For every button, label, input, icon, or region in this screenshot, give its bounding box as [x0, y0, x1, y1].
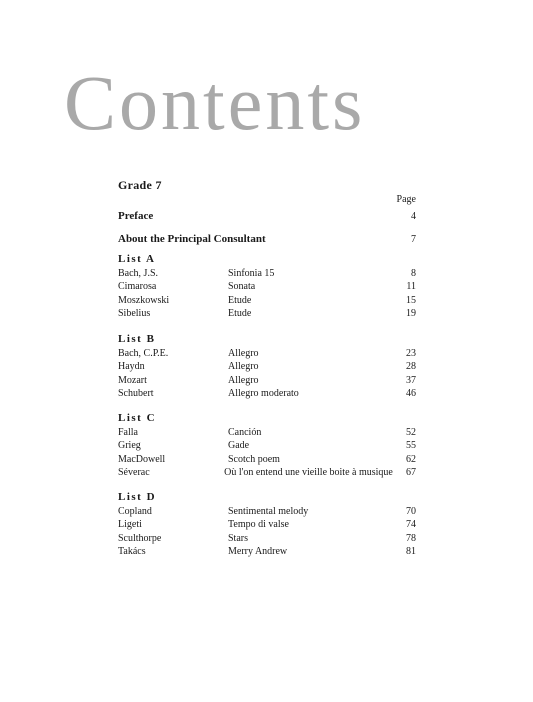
composer-name: Grieg [118, 440, 141, 452]
piece-title: Allegro [228, 374, 259, 386]
toc-page-number: 46 [406, 387, 416, 399]
toc-entry[interactable] [118, 518, 416, 531]
toc-page-number: 11 [406, 281, 416, 293]
list-c-section [118, 412, 416, 479]
page-column-header: Page [396, 194, 416, 205]
composer-name: Bach, C.P.E. [118, 348, 169, 359]
toc-entry-preface[interactable] [118, 210, 416, 222]
toc-page-number: 15 [406, 294, 416, 306]
piece-title: Stars [228, 532, 248, 544]
piece-title: Canción [228, 427, 262, 438]
composer-name: MacDowell [118, 453, 166, 465]
toc-entry[interactable] [118, 280, 416, 293]
piece-title: Allegro moderato [228, 387, 299, 399]
toc-entry[interactable] [118, 294, 416, 307]
toc-entry-label: About the Principal Consultant [118, 233, 266, 245]
composer-name: Schubert [118, 387, 154, 399]
toc-entry[interactable] [118, 360, 416, 373]
toc-entry[interactable] [118, 532, 416, 545]
composer-name: Cimarosa [118, 281, 157, 293]
piece-title: Etude [228, 307, 252, 319]
toc-entry[interactable] [118, 545, 416, 558]
toc-entry[interactable] [118, 453, 416, 466]
toc-entry[interactable] [118, 374, 416, 387]
toc-entry[interactable] [118, 466, 416, 479]
toc-entry[interactable] [118, 439, 416, 452]
list-heading: List A [118, 253, 156, 265]
toc-page-number: 7 [411, 234, 416, 245]
toc-page-number: 52 [406, 427, 416, 438]
toc-entry[interactable] [118, 267, 416, 280]
list-b-section [118, 333, 416, 400]
list-a-section [118, 253, 416, 320]
composer-name: Copland [118, 506, 152, 517]
list-heading: List D [118, 491, 157, 503]
toc-page-number: 19 [406, 307, 416, 319]
composer-name: Haydn [118, 361, 145, 373]
piece-title: Tempo di valse [228, 519, 289, 531]
piece-title: Sonata [228, 281, 256, 293]
toc-page-number: 37 [406, 374, 416, 386]
composer-name: Mozart [118, 374, 147, 386]
composer-name: Bach, J.S. [118, 268, 158, 279]
toc-entry[interactable] [118, 387, 416, 400]
toc-page-number: 62 [406, 453, 416, 465]
toc-page-number: 23 [406, 348, 416, 359]
piece-title: Allegro [228, 348, 259, 359]
toc-entry-about[interactable] [118, 233, 416, 245]
toc-page-number: 28 [406, 361, 416, 373]
piece-title: Merry Andrew [228, 545, 288, 557]
toc-entry[interactable] [118, 307, 416, 320]
composer-name: Ligeti [118, 519, 142, 531]
toc-entry[interactable] [118, 505, 416, 518]
toc-page-number: 70 [406, 506, 416, 517]
composer-name: Takács [118, 545, 146, 557]
piece-title: Sentimental melody [228, 506, 309, 517]
toc-page-number: 8 [411, 268, 416, 279]
grade-heading: Grade 7 [118, 178, 162, 192]
toc-page-number: 67 [406, 466, 416, 478]
toc-page-number: 78 [406, 532, 416, 544]
composer-name: Séverac [118, 466, 150, 478]
composer-name: Falla [118, 427, 138, 438]
list-d-section [118, 491, 416, 558]
piece-title: Où l'on entend une vieille boite à musique [224, 466, 393, 478]
composer-name: Sibelius [118, 307, 151, 319]
list-heading: List B [118, 333, 156, 345]
toc-entry[interactable] [118, 347, 416, 360]
piece-title: Etude [228, 294, 252, 306]
toc-page-number: 74 [406, 519, 416, 531]
composer-name: Sculthorpe [118, 532, 162, 544]
page-title: Contents [64, 59, 366, 146]
composer-name: Moszkowski [118, 294, 170, 306]
toc-entry[interactable] [118, 426, 416, 439]
piece-title: Scotch poem [228, 453, 280, 465]
toc-page-number: 4 [411, 211, 416, 222]
list-heading: List C [118, 412, 157, 424]
toc-entry-label: Preface [118, 210, 154, 222]
piece-title: Allegro [228, 361, 259, 373]
toc-page-number: 55 [406, 440, 416, 452]
piece-title: Sinfonia 15 [228, 268, 275, 279]
piece-title: Gade [228, 440, 250, 452]
toc-page-number: 81 [406, 545, 416, 557]
